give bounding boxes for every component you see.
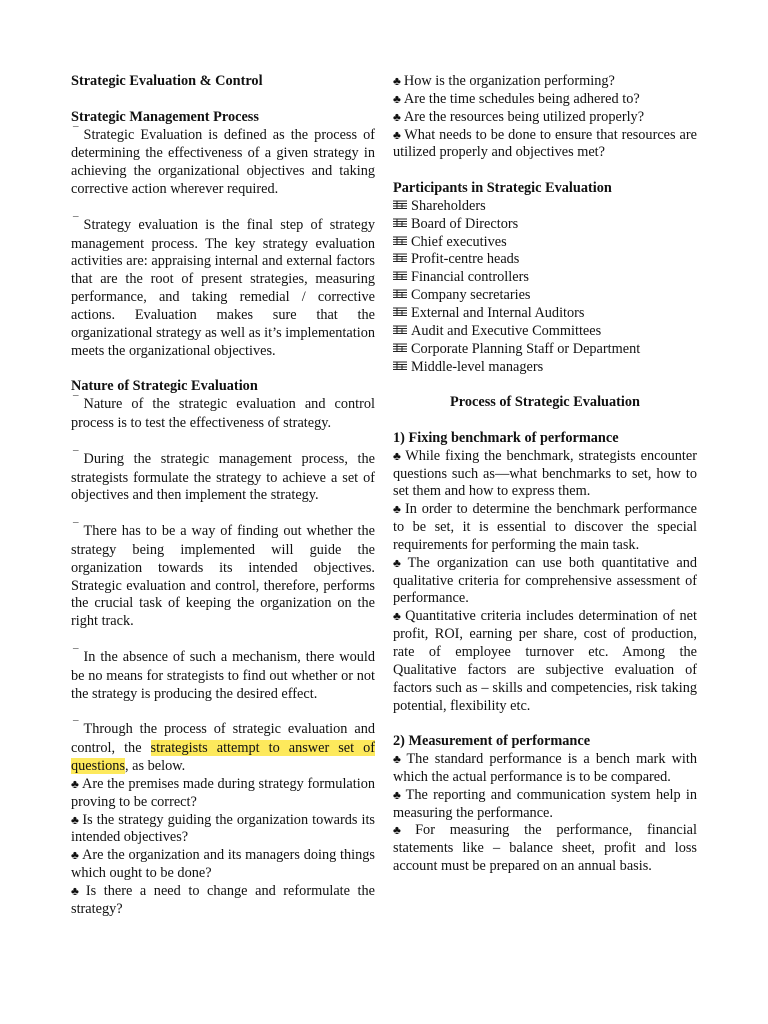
dash-bullet-icon: ¯ bbox=[73, 214, 79, 227]
step-1-bullet: ♣ In order to determine the benchmark performance to be set, it is essential to discover the special requirements for performing the main task. bbox=[393, 501, 698, 553]
dash-bullet-icon: ¯ bbox=[73, 521, 79, 534]
list-item: Chief executives bbox=[393, 234, 697, 252]
nature-paragraph-3: ¯ There has to be a way of finding out whether the strategy being implemented will guide the organization towards its intended objectives. Strategic evaluation and control, therefore, performs the crucial task of keeping the organization on the right track. bbox=[71, 521, 375, 630]
club-bullet-icon: ♣ bbox=[71, 883, 83, 898]
process-heading: Strategic Management Process bbox=[71, 108, 259, 125]
club-bullet-icon: ♣ bbox=[393, 502, 403, 517]
list-bullet-icon bbox=[393, 200, 407, 210]
list-item: Profit-centre heads bbox=[393, 251, 697, 269]
step-1-bullet: ♣ The organization can use both quantitative and qualitative criteria for comprehensive assessment of performance. bbox=[393, 554, 697, 607]
list-bullet-icon bbox=[393, 343, 407, 353]
list-bullet-icon bbox=[393, 218, 407, 228]
participants-list bbox=[393, 198, 697, 376]
list-item: Company secretaries bbox=[393, 287, 697, 305]
participants-heading: Participants in Strategic Evaluation bbox=[393, 180, 612, 197]
list-bullet-icon bbox=[393, 253, 407, 263]
step-1-bullet: ♣ While fixing the benchmark, strategists encounter questions such as—what benchmarks to set, how to set them and how to express them. bbox=[393, 447, 697, 500]
list-item: External and Internal Auditors bbox=[393, 305, 697, 323]
question-item: ♣ Are the organization and its managers doing things which ought to be done? bbox=[71, 847, 375, 882]
club-bullet-icon: ♣ bbox=[71, 812, 80, 827]
list-item: Shareholders bbox=[393, 198, 697, 216]
club-bullet-icon: ♣ bbox=[393, 448, 403, 463]
document-title: Strategic Evaluation & Control bbox=[71, 73, 263, 89]
question-item: ♣ What needs to be done to ensure that resources are utilized properly and objectives met? bbox=[393, 126, 697, 161]
right-column bbox=[393, 73, 697, 876]
process-evaluation-heading: Process of Strategic Evaluation bbox=[450, 394, 640, 411]
list-item: Corporate Planning Staff or Department bbox=[393, 341, 697, 359]
club-bullet-icon: ♣ bbox=[393, 91, 401, 106]
question-item: ♣ Are the resources being utilized properly? bbox=[393, 108, 645, 125]
nature-paragraph-1: ¯ Nature of the strategic evaluation and control process is to test the effectiveness of strategy. bbox=[71, 394, 375, 432]
nature-paragraph-2: ¯ During the strategic management process, the strategists formulate the strategy to achieve a set of objectives and then implement the strategy. bbox=[71, 448, 375, 504]
question-item: ♣ Is the strategy guiding the organization towards its intended objectives? bbox=[71, 811, 375, 846]
list-item: Board of Directors bbox=[393, 216, 697, 234]
paragraph-final-step: ¯ Strategy evaluation is the final step of strategy management process. The key strategy evaluation activities are: appraising internal and external factors that are the root of present strategies, measuring performance, and taking remedial / corrective actions. Evaluation makes sure that the organizational strategy as well as it’s implementation meets the organizational objectives. bbox=[71, 214, 375, 359]
club-bullet-icon: ♣ bbox=[393, 127, 402, 142]
list-bullet-icon bbox=[393, 236, 407, 246]
question-item: ♣ Are the time schedules being adhered to? bbox=[393, 90, 640, 107]
list-bullet-icon bbox=[393, 289, 407, 299]
step-2-bullet: ♣ The reporting and communication system help in measuring the performance. bbox=[393, 786, 697, 821]
dash-bullet-icon: ¯ bbox=[73, 448, 79, 461]
list-bullet-icon bbox=[393, 307, 407, 317]
list-item: Middle-level managers bbox=[393, 359, 697, 377]
club-bullet-icon: ♣ bbox=[393, 787, 403, 802]
highlighted-text: strategists attempt to answer set of questions bbox=[71, 740, 375, 775]
dash-bullet-icon: ¯ bbox=[73, 647, 79, 659]
list-item: Financial controllers bbox=[393, 269, 697, 287]
question-item: ♣ How is the organization performing? bbox=[393, 73, 615, 89]
step-2-bullet: ♣ For measuring the performance, financial statements like – balance sheet, profit and loss account must be prepared on an annual basis. bbox=[393, 822, 698, 875]
list-bullet-icon bbox=[393, 361, 407, 371]
club-bullet-icon: ♣ bbox=[393, 555, 405, 570]
list-bullet-icon bbox=[393, 325, 407, 335]
nature-paragraph-4: ¯ In the absence of such a mechanism, there would be no means for strategists to find out whether or not the strategy is producing the desired effect. bbox=[71, 647, 375, 702]
left-column bbox=[71, 73, 375, 919]
dash-bullet-icon: ¯ bbox=[73, 719, 79, 732]
nature-paragraph-5: ¯ Through the process of strategic evaluation and control, the strategists attempt to answer set of questions, as below. bbox=[71, 719, 375, 775]
paragraph-definition: ¯ Strategic Evaluation is defined as the process of determining the effectiveness of a given strategy in achieving the organizational objectives and taking corrective action wherever required. bbox=[71, 124, 375, 198]
list-item: Audit and Executive Committees bbox=[393, 323, 697, 341]
step-1-bullet: ♣ Quantitative criteria includes determination of net profit, ROI, earning per share, cost of production, rate of employee turnover etc. Among the Qualitative factors are subjective evaluation of factors such as – skills and competencies, risk taking potential, flexibility etc. bbox=[393, 608, 697, 714]
list-bullet-icon bbox=[393, 271, 407, 281]
step-1-heading: 1) Fixing benchmark of performance bbox=[393, 429, 619, 446]
dash-bullet-icon: ¯ bbox=[73, 124, 79, 137]
club-bullet-icon: ♣ bbox=[393, 74, 401, 88]
club-bullet-icon: ♣ bbox=[393, 109, 401, 124]
club-bullet-icon: ♣ bbox=[393, 609, 403, 624]
step-2-heading: 2) Measurement of performance bbox=[393, 733, 591, 750]
question-item: ♣ Are the premises made during strategy formulation proving to be correct? bbox=[71, 775, 375, 810]
question-item: ♣ Is there a need to change and reformulate the strategy? bbox=[71, 882, 376, 917]
club-bullet-icon: ♣ bbox=[71, 848, 80, 863]
club-bullet-icon: ♣ bbox=[71, 776, 80, 791]
dash-bullet-icon: ¯ bbox=[73, 394, 79, 407]
club-bullet-icon: ♣ bbox=[393, 752, 404, 767]
club-bullet-icon: ♣ bbox=[393, 823, 413, 838]
nature-heading: Nature of Strategic Evaluation bbox=[71, 378, 258, 395]
step-2-bullet: ♣ The standard performance is a bench mark with which the actual performance is to be compared. bbox=[393, 751, 698, 785]
